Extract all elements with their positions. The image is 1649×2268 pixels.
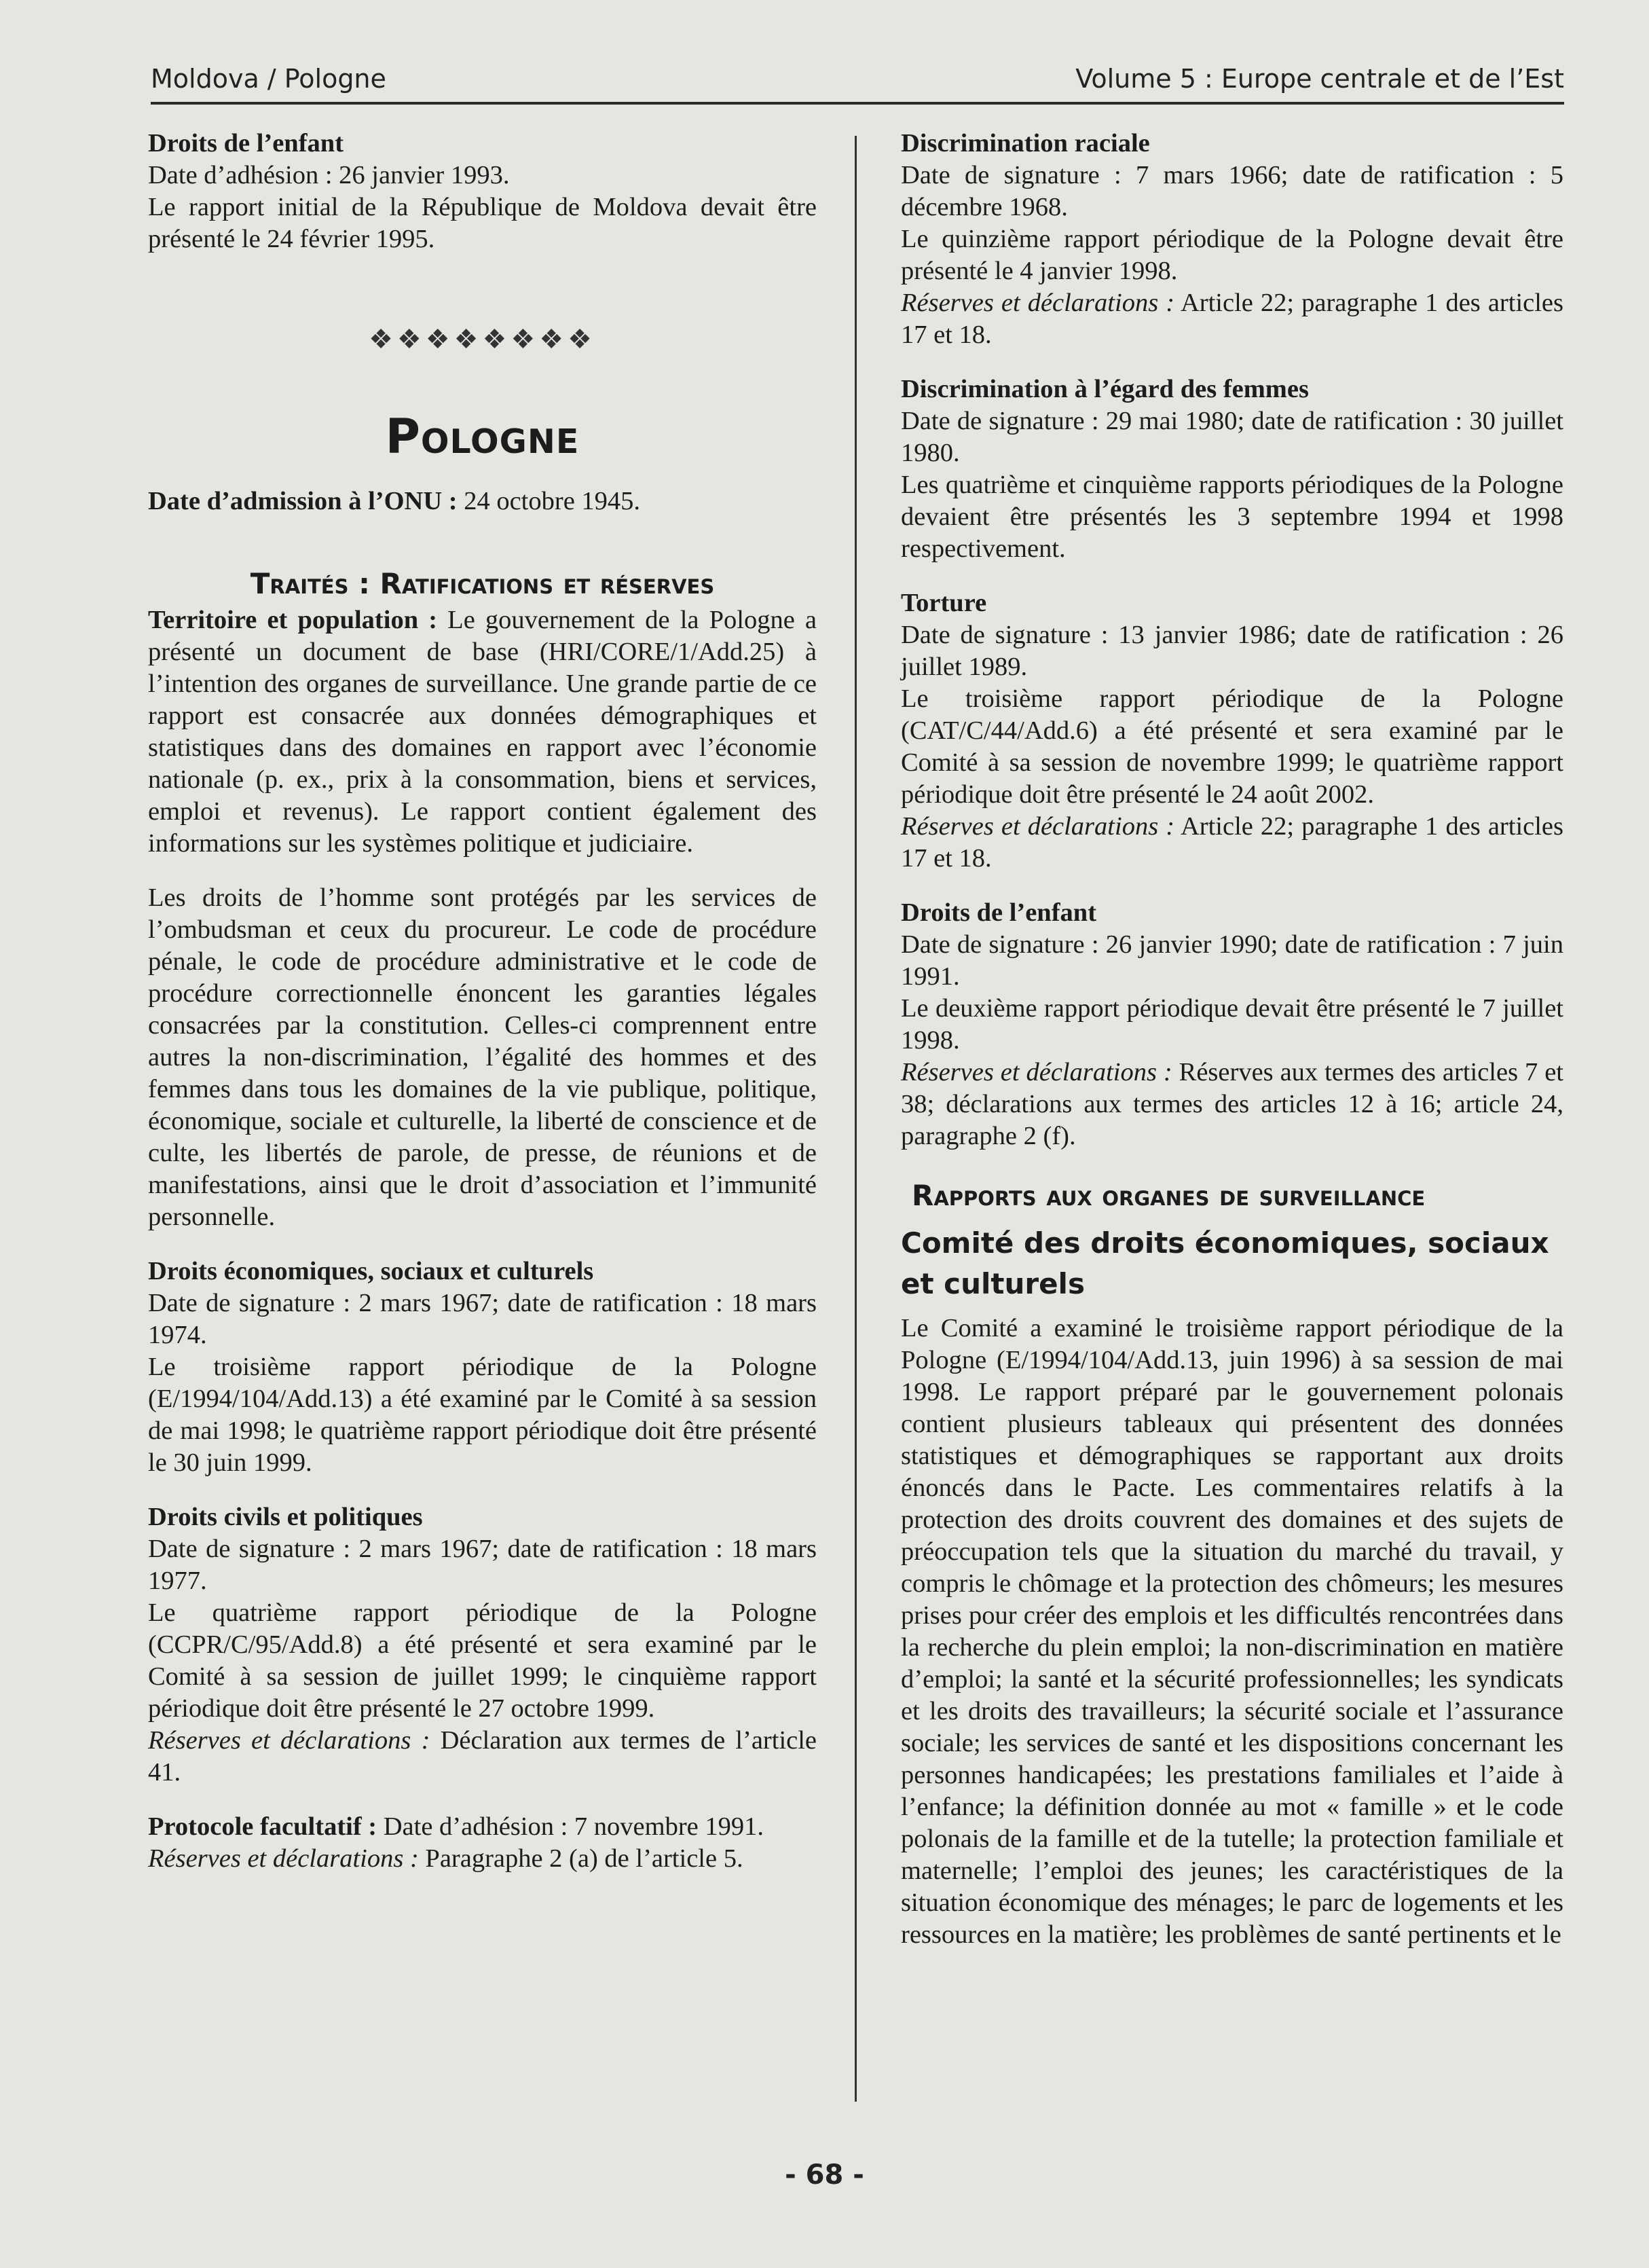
right-column xyxy=(901,128,1563,1973)
section-line: Date de signature : 2 mars 1967; date de ratification : 18 mars 1974. xyxy=(148,1289,817,1349)
admission-value: 24 octobre 1945. xyxy=(464,487,641,515)
comite-text: Le Comité a examiné le troisième rapport périodique de la Pologne (E/1994/104/Add.13, juin 1996) à sa session de mai 1998. Le rapport préparé par le gouvernement polonais contient plusieurs tableaux qui présentent des données statistiques et démographiques se rapportant aux droits énoncés dans le Pacte. Les commentaires relatifs à la protection des droits couvrent des domaines et des sujets de préoccupation tels que la situation du marché du travail, y compris le chômage et la protection des chômeurs; les mesures prises pour créer des emplois et les difficultés rencontrées dans la recherche du plein emploi; la non-discrimination en matière d’emploi; la santé et la sécurité professionnelles; les syndicats et les droits des travailleurs; la sécurité sociale et l’assurance sociale; les services de santé et les dispositions concernant les personnes handicapées; les prestations familiales et l’aide à l’enfance; la définition donnée au mot « famille » et le code polonais de la famille et de la tutelle; la protection familiale et maternelle; l’emploi des jeunes; les caractéristiques de la situation économique des ménages; le parc de logements et les ressources en la matière; les problèmes de santé pertinents et le xyxy=(901,1314,1563,1949)
section-line: Date de signature : 26 janvier 1990; date de ratification : 7 juin 1991. xyxy=(901,930,1563,991)
traites-heading: Traités : Ratifications et réserves xyxy=(250,567,715,600)
reserves-label: Réserves et déclarations : xyxy=(901,1058,1172,1086)
section-protocole xyxy=(148,1811,817,1875)
section-line: Le quinzième rapport périodique de la Pologne devait être présenté le 4 janvier 1998. xyxy=(901,225,1563,285)
header-left: Moldova / Pologne xyxy=(151,64,386,94)
section-line: Le troisième rapport périodique de la Pologne (CAT/C/44/Add.6) a été présenté et sera examiné par le Comité à sa session de novembre 1999; le quatrième rapport périodique doit être présenté le 24 août 2002. xyxy=(901,684,1563,809)
reserves-text: Réserves aux termes des articles 7 et 38; déclarations aux termes des articles 12 à 16; article 24, paragraphe 2 (f). xyxy=(901,1058,1563,1150)
section-torture xyxy=(901,587,1563,875)
droits-homme-paragraph xyxy=(148,882,817,1233)
comite-heading: Comité des droits économiques, sociaux et culturels xyxy=(901,1226,1549,1300)
section-line: Le troisième rapport périodique de la Pologne (E/1994/104/Add.13) a été examiné par le Comité à sa session de mai 1998; le quatrième rapport périodique doit être présenté le 30 juin 1999. xyxy=(148,1353,817,1477)
reserves-text: Article 22; paragraphe 1 des articles 17 et 18. xyxy=(901,289,1563,349)
section-discrimination-femmes xyxy=(901,373,1563,565)
section-economiques xyxy=(148,1256,817,1479)
section-line: Date de signature : 7 mars 1966; date de ratification : 5 décembre 1968. xyxy=(901,161,1563,221)
page-header xyxy=(151,48,1564,105)
section-line: Date de signature : 13 janvier 1986; date de ratification : 26 juillet 1989. xyxy=(901,621,1563,681)
protocole-label: Protocole facultatif : xyxy=(148,1812,377,1841)
admission-label: Date d’admission à l’ONU : xyxy=(148,487,458,515)
section-heading: Droits de l’enfant xyxy=(148,129,344,158)
header-right: Volume 5 : Europe centrale et de l’Est xyxy=(1075,64,1564,94)
section-heading: Droits économiques, sociaux et culturels xyxy=(148,1257,594,1285)
section-line: Le deuxième rapport périodique devait être présenté le 7 juillet 1998. xyxy=(901,994,1563,1055)
section-heading: Discrimination raciale xyxy=(901,129,1150,158)
reserves-label: Réserves et déclarations : xyxy=(148,1844,419,1873)
column-divider xyxy=(855,136,857,2102)
territoire-label: Territoire et population : xyxy=(148,606,438,634)
section-heading: Droits de l’enfant xyxy=(901,898,1097,927)
reserves-label: Réserves et déclarations : xyxy=(148,1726,430,1755)
territoire-paragraph xyxy=(148,604,817,860)
section-heading: Discrimination à l’égard des femmes xyxy=(901,375,1309,403)
protocole-text: Date d’adhésion : 7 novembre 1991. xyxy=(383,1812,764,1841)
section-droits-enfant-pologne xyxy=(901,897,1563,1152)
reserves-label: Réserves et déclarations : xyxy=(901,289,1175,317)
section-discrimination-raciale xyxy=(901,128,1563,351)
reserves-text: Déclaration aux termes de l’article 41. xyxy=(148,1726,817,1787)
section-droits-enfant-moldova xyxy=(148,128,817,255)
reserves-text: Paragraphe 2 (a) de l’article 5. xyxy=(425,1844,743,1873)
section-line: Le quatrième rapport périodique de la Pologne (CCPR/C/95/Add.8) a été présenté et sera examiné par le Comité à sa session de juillet 1999; le cinquième rapport périodique doit être présenté le 27 octobre 1999. xyxy=(148,1598,817,1723)
section-civils xyxy=(148,1501,817,1789)
admission-line xyxy=(148,486,817,517)
section-line: Date de signature : 2 mars 1967; date de ratification : 18 mars 1977. xyxy=(148,1535,817,1595)
section-heading: Droits civils et politiques xyxy=(148,1503,423,1531)
page-number: - 68 - xyxy=(785,2159,864,2191)
comite-paragraph xyxy=(901,1313,1563,1951)
ornament-divider: ❖❖❖❖❖❖❖❖ xyxy=(369,324,596,354)
reserves-text: Article 22; paragraphe 1 des articles 17 et 18. xyxy=(901,812,1563,873)
left-column xyxy=(148,128,817,1897)
droits-homme-text: Les droits de l’homme sont protégés par les services de l’ombudsman et ceux du procureur. Le code de procédure pénale, le code de procédure administrative et le code de procédure correctionnelle énoncent les garanties légales consacrées par la constitution. Celles-ci comprennent entre autres la non-discrimination, l’égalité des hommes et des femmes dans tous les domaines de la vie publique, politique, économique, sociale et culturelle, la liberté de conscience et de culte, les libertés de parole, de presse, de réunions et de manifestations, ainsi que le droit d’association et l’immunité personnelle. xyxy=(148,883,817,1231)
section-line: Les quatrième et cinquième rapports périodiques de la Pologne devaient être présentés les 3 septembre 1994 et 1998 respectivement. xyxy=(901,471,1563,563)
section-line: Date d’adhésion : 26 janvier 1993. xyxy=(148,161,510,189)
section-line: Le rapport initial de la République de Moldova devait être présenté le 24 février 1995. xyxy=(148,193,817,253)
country-title: Pologne xyxy=(385,409,580,464)
reserves-label: Réserves et déclarations : xyxy=(901,812,1175,841)
territoire-text: Le gouvernement de la Pologne a présenté un document de base (HRI/CORE/1/Add.25) à l’intention des organes de surveillance. Une grande partie de ce rapport est consacrée aux données démographiques et statistiques dans des domaines en rapport avec l’économie nationale (p. ex., prix à la consommation, biens et services, emploi et revenus). Le rapport contient également des informations sur les systèmes politique et judiciaire. xyxy=(148,606,817,858)
section-heading: Torture xyxy=(901,589,987,617)
section-line: Date de signature : 29 mai 1980; date de ratification : 30 juillet 1980. xyxy=(901,407,1563,467)
rapports-heading: Rapports aux organes de surveillance xyxy=(912,1179,1426,1212)
